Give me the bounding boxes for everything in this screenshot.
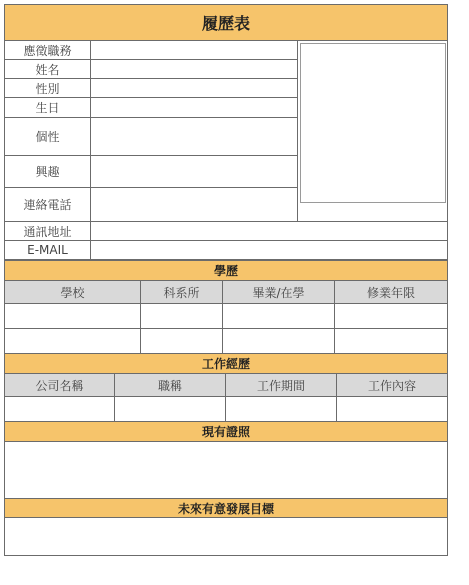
value-personality[interactable] [90,117,298,156]
edu-row2-department[interactable] [140,328,223,354]
work-row1-company[interactable] [4,396,115,422]
licenses-content[interactable] [4,441,448,499]
value-gender[interactable] [90,78,298,98]
photo-box[interactable] [300,43,446,203]
education-header-text: 學歷 [213,264,238,278]
resume-title-text: 履歷表 [201,14,250,33]
label-interests-text: 興趣 [35,165,60,179]
label-email-text: E-MAIL [27,243,68,257]
edu-col-status [222,280,335,304]
value-address[interactable] [90,221,448,241]
label-gender [4,78,91,98]
label-personality-text: 個性 [35,130,60,144]
edu-row1-school[interactable] [4,303,141,329]
value-birthday[interactable] [90,97,298,118]
work-col-company-text: 公司名稱 [35,378,84,393]
goals-header [4,498,448,518]
edu-row1-department[interactable] [140,303,223,329]
work-col-period [225,373,337,397]
goals-header-text: 未來有意發展目標 [177,501,274,516]
label-interests [4,155,91,188]
edu-row1-status[interactable] [222,303,335,329]
label-address [4,221,91,241]
label-birthday-text: 生日 [35,101,60,115]
edu-row2-years[interactable] [334,328,448,354]
label-position-text: 應徵職務 [23,43,72,58]
licenses-header-text: 現有證照 [201,425,250,439]
label-address-text: 通訊地址 [23,224,72,239]
work-row1-content[interactable] [336,396,448,422]
work-col-content [336,373,448,397]
edu-col-department-text: 科系所 [163,285,200,300]
label-email [4,240,91,260]
edu-col-status-text: 畢業/在學 [252,285,305,300]
value-email[interactable] [90,240,448,260]
value-interests[interactable] [90,155,298,188]
goals-content[interactable] [4,517,448,556]
label-personality [4,117,91,156]
work-col-company [4,373,115,397]
edu-col-school [4,280,141,304]
edu-col-department [140,280,223,304]
work-col-title [114,373,226,397]
label-birthday [4,97,91,118]
label-name-text: 姓名 [35,62,60,77]
work-col-period-text: 工作期間 [256,378,305,393]
edu-col-years-text: 修業年限 [366,285,415,300]
work-header [4,353,448,374]
education-header [4,260,448,281]
work-row1-title[interactable] [114,396,226,422]
edu-col-school-text: 學校 [60,285,85,300]
edu-col-years [334,280,448,304]
work-row1-period[interactable] [225,396,337,422]
work-header-text: 工作經歷 [201,357,250,371]
work-col-title-text: 職稱 [157,378,182,393]
label-gender-text: 性別 [35,81,60,96]
work-col-content-text: 工作內容 [367,378,416,393]
label-phone-text: 連絡電話 [23,198,72,212]
label-phone [4,187,91,222]
value-position[interactable] [90,40,298,60]
edu-row1-years[interactable] [334,303,448,329]
label-name [4,59,91,79]
licenses-header [4,421,448,442]
value-name[interactable] [90,59,298,79]
value-phone[interactable] [90,187,298,222]
resume-title [4,4,448,41]
label-position [4,40,91,60]
edu-row2-school[interactable] [4,328,141,354]
edu-row2-status[interactable] [222,328,335,354]
